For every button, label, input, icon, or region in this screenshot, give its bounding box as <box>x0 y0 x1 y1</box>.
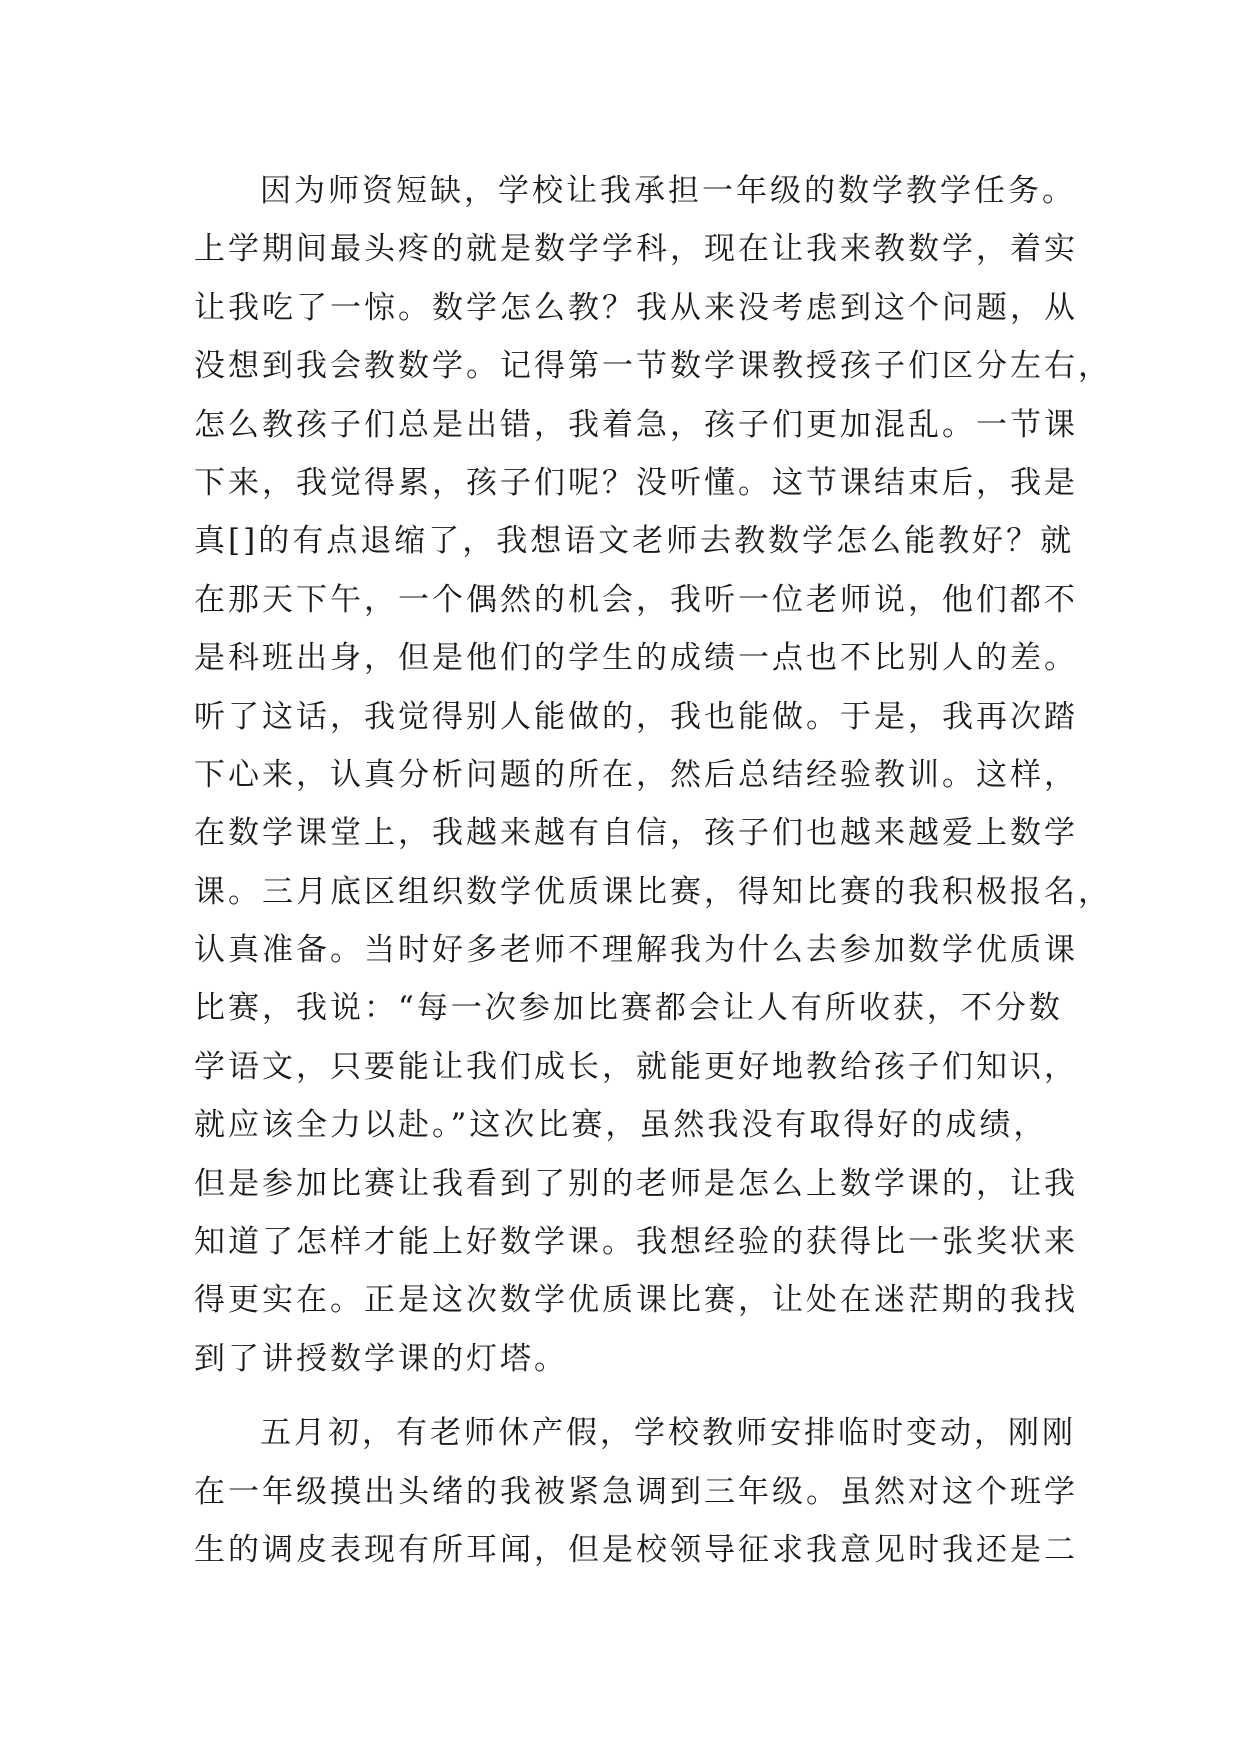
text-line: 因为师资短缺，学校让我承担一年级的数学教学任务。 <box>260 173 1076 209</box>
text-line: 怎么教孩子们总是出错，我着急，孩子们更加混乱。一节课 <box>194 406 1078 443</box>
text-line: 比赛，我说：“每一次参加比赛都会让人有所收获，不分数 <box>194 990 1063 1027</box>
text-line: 五月初，有老师休产假，学校教师安排临时变动，刚刚 <box>260 1415 1076 1452</box>
text-line: 认真准备。当时好多老师不理解我为什么去参加数学优质课 <box>194 932 1078 969</box>
text-line: 知道了怎样才能上好数学课。我想经验的获得比一张奖状来 <box>194 1224 1078 1261</box>
text-line: 得更实在。正是这次数学优质课比赛，让处在迷茫期的我找 <box>194 1282 1078 1319</box>
text-line: 下心来，认真分析问题的所在，然后总结经验教训。这样， <box>194 756 1078 793</box>
text-line: 就应该全力以赴。”这次比赛，虽然我没有取得好的成绩， <box>194 1107 1048 1144</box>
text-line: 没想到我会教数学。记得第一节数学课教授孩子们区分左右， <box>194 348 1112 385</box>
document-body <box>194 162 1112 1579</box>
text-line: 上学期间最头疼的就是数学学科，现在让我来教数学，着实 <box>194 231 1078 268</box>
text-line: 学语文，只要能让我们成长，就能更好地教给孩子们知识， <box>194 1048 1078 1085</box>
text-line: 在数学课堂上，我越来越有自信，孩子们也越来越爱上数学 <box>194 815 1078 852</box>
text-line: 课。三月底区组织数学优质课比赛，得知比赛的我积极报名， <box>194 873 1112 910</box>
text-line: 生的调皮表现有所耳闻，但是校领导征求我意见时我还是二 <box>194 1531 1078 1568</box>
paragraph-1 <box>194 162 1112 1388</box>
text-line: 是科班出身，但是他们的学生的成绩一点也不比别人的差。 <box>194 640 1078 677</box>
text-line: 下来，我觉得累，孩子们呢？没听懂。这节课结束后，我是 <box>194 464 1078 501</box>
text-line: 到了讲授数学课的灯塔。 <box>194 1340 568 1377</box>
text-line: 在一年级摸出头绪的我被紧急调到三年级。虽然对这个班学 <box>194 1473 1078 1510</box>
text-line: 听了这话，我觉得别人能做的，我也能做。于是，我再次踏 <box>194 698 1078 735</box>
paragraph-2 <box>194 1404 1078 1579</box>
text-line: 但是参加比赛让我看到了别的老师是怎么上数学课的，让我 <box>194 1165 1078 1202</box>
text-line: 真[]的有点退缩了，我想语文老师去教数学怎么能教好？就 <box>194 523 1075 560</box>
paragraph-spacer <box>194 1388 1074 1404</box>
text-line: 让我吃了一惊。数学怎么教？我从来没考虑到这个问题，从 <box>194 289 1078 326</box>
text-line: 在那天下午，一个偶然的机会，我听一位老师说，他们都不 <box>194 581 1078 618</box>
